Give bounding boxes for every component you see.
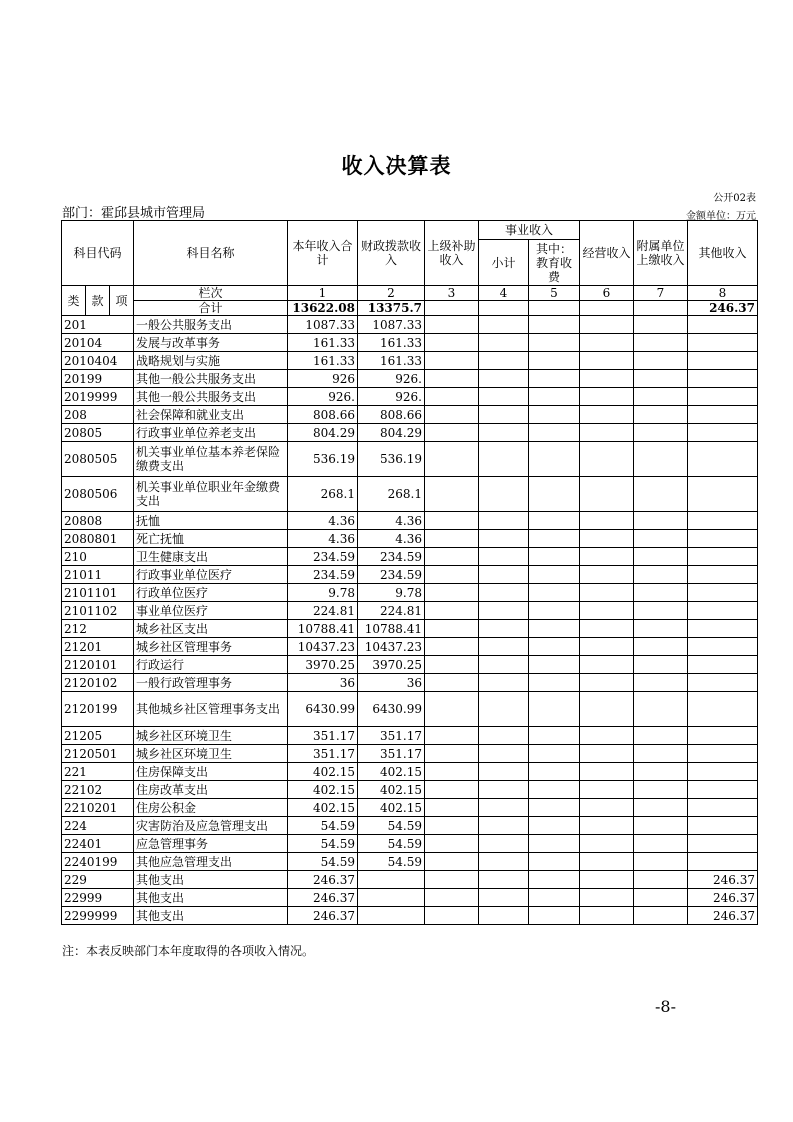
subject-name: 灾害防治及应急管理支出 bbox=[134, 817, 288, 835]
subject-code: 224 bbox=[62, 817, 134, 835]
other-income bbox=[688, 334, 758, 352]
fiscal-income: 10788.41 bbox=[358, 620, 425, 638]
total-income: 234.59 bbox=[288, 566, 358, 584]
form-number: 公开02表 bbox=[713, 193, 756, 204]
table-row bbox=[62, 370, 758, 388]
total-income: 10788.41 bbox=[288, 620, 358, 638]
table-row bbox=[62, 584, 758, 602]
subject-code: 2240199 bbox=[62, 853, 134, 871]
header-affiliated: 附属单位上缴收入 bbox=[634, 221, 688, 286]
table-row bbox=[62, 512, 758, 530]
total-income: 161.33 bbox=[288, 334, 358, 352]
subject-code: 22999 bbox=[62, 889, 134, 907]
page-title: 收入决算表 bbox=[341, 154, 452, 178]
other-income bbox=[688, 512, 758, 530]
subject-name: 应急管理事务 bbox=[134, 835, 288, 853]
table-row bbox=[62, 907, 758, 925]
header-operating: 经营收入 bbox=[580, 221, 634, 286]
total-income: 246.37 bbox=[288, 889, 358, 907]
total-income: 926 bbox=[288, 370, 358, 388]
fiscal-income: 4.36 bbox=[358, 530, 425, 548]
fiscal-income: 402.15 bbox=[358, 799, 425, 817]
table-row bbox=[62, 548, 758, 566]
header-superior-subsidy: 上级补助收入 bbox=[425, 221, 479, 286]
total-income: 161.33 bbox=[288, 352, 358, 370]
other-income bbox=[688, 316, 758, 334]
col-num: 1 bbox=[288, 286, 358, 301]
department-label: 部门：霍邱县城市管理局 bbox=[62, 206, 206, 221]
fiscal-income bbox=[358, 889, 425, 907]
table-row bbox=[62, 727, 758, 745]
subject-name: 卫生健康支出 bbox=[134, 548, 288, 566]
total-income: 36 bbox=[288, 674, 358, 692]
table-row bbox=[62, 889, 758, 907]
table-row bbox=[62, 763, 758, 781]
header-total-income: 本年收入合计 bbox=[288, 221, 358, 286]
total-fiscal-value: 13375.7 bbox=[358, 301, 425, 316]
fiscal-income: 4.36 bbox=[358, 512, 425, 530]
subject-name: 其他应急管理支出 bbox=[134, 853, 288, 871]
header-name: 科目名称 bbox=[134, 221, 288, 286]
fiscal-income: 161.33 bbox=[358, 352, 425, 370]
table-row bbox=[62, 853, 758, 871]
table-row bbox=[62, 334, 758, 352]
total-other-value: 246.37 bbox=[688, 301, 758, 316]
fiscal-income: 224.81 bbox=[358, 602, 425, 620]
header-other: 其他收入 bbox=[688, 221, 758, 286]
other-income bbox=[688, 442, 758, 477]
header-xiang: 项 bbox=[110, 286, 134, 316]
table-row bbox=[62, 781, 758, 799]
subject-name: 死亡抚恤 bbox=[134, 530, 288, 548]
subject-code: 2120102 bbox=[62, 674, 134, 692]
total-income: 54.59 bbox=[288, 853, 358, 871]
subject-name: 行政事业单位养老支出 bbox=[134, 424, 288, 442]
table-row bbox=[62, 656, 758, 674]
fiscal-income: 804.29 bbox=[358, 424, 425, 442]
subject-name: 社会保障和就业支出 bbox=[134, 406, 288, 424]
income-table bbox=[61, 220, 758, 925]
subject-name: 其他支出 bbox=[134, 871, 288, 889]
total-income: 808.66 bbox=[288, 406, 358, 424]
fiscal-income: 234.59 bbox=[358, 548, 425, 566]
other-income bbox=[688, 781, 758, 799]
col-num: 5 bbox=[529, 286, 580, 301]
subject-name: 其他一般公共服务支出 bbox=[134, 388, 288, 406]
col-num: 4 bbox=[479, 286, 529, 301]
subject-name: 行政运行 bbox=[134, 656, 288, 674]
col-num: 7 bbox=[634, 286, 688, 301]
table-row bbox=[62, 406, 758, 424]
other-income bbox=[688, 602, 758, 620]
subject-name: 一般公共服务支出 bbox=[134, 316, 288, 334]
total-income: 6430.99 bbox=[288, 692, 358, 727]
header-column-no: 栏次 bbox=[134, 286, 288, 301]
subject-name: 发展与改革事务 bbox=[134, 334, 288, 352]
total-income: 9.78 bbox=[288, 584, 358, 602]
other-income bbox=[688, 620, 758, 638]
subject-name: 一般行政管理事务 bbox=[134, 674, 288, 692]
other-income bbox=[688, 638, 758, 656]
subject-code: 2010404 bbox=[62, 352, 134, 370]
subject-code: 22401 bbox=[62, 835, 134, 853]
fiscal-income: 161.33 bbox=[358, 334, 425, 352]
fiscal-income: 234.59 bbox=[358, 566, 425, 584]
total-income: 402.15 bbox=[288, 763, 358, 781]
subject-code: 20808 bbox=[62, 512, 134, 530]
other-income bbox=[688, 727, 758, 745]
total-income: 536.19 bbox=[288, 442, 358, 477]
header-edu-fee: 其中：教育收费 bbox=[529, 240, 580, 286]
fiscal-income: 54.59 bbox=[358, 853, 425, 871]
fiscal-income: 351.17 bbox=[358, 745, 425, 763]
other-income: 246.37 bbox=[688, 907, 758, 925]
other-income bbox=[688, 370, 758, 388]
subject-code: 210 bbox=[62, 548, 134, 566]
table-row bbox=[62, 530, 758, 548]
subject-name: 其他城乡社区管理事务支出 bbox=[134, 692, 288, 727]
subject-code: 2210201 bbox=[62, 799, 134, 817]
table-row bbox=[62, 424, 758, 442]
other-income bbox=[688, 424, 758, 442]
total-label: 合计 bbox=[134, 301, 288, 316]
fiscal-income: 402.15 bbox=[358, 781, 425, 799]
subject-name: 行政事业单位医疗 bbox=[134, 566, 288, 584]
subject-name: 住房改革支出 bbox=[134, 781, 288, 799]
header-subtotal: 小计 bbox=[479, 240, 529, 286]
other-income bbox=[688, 674, 758, 692]
total-income: 234.59 bbox=[288, 548, 358, 566]
other-income bbox=[688, 530, 758, 548]
other-income: 246.37 bbox=[688, 889, 758, 907]
other-income bbox=[688, 477, 758, 512]
table-row bbox=[62, 674, 758, 692]
fiscal-income: 536.19 bbox=[358, 442, 425, 477]
fiscal-income bbox=[358, 907, 425, 925]
total-income: 224.81 bbox=[288, 602, 358, 620]
total-income: 54.59 bbox=[288, 817, 358, 835]
fiscal-income: 268.1 bbox=[358, 477, 425, 512]
table-row bbox=[62, 602, 758, 620]
fiscal-income: 351.17 bbox=[358, 727, 425, 745]
other-income bbox=[688, 352, 758, 370]
total-income: 10437.23 bbox=[288, 638, 358, 656]
table-row bbox=[62, 388, 758, 406]
fiscal-income: 54.59 bbox=[358, 835, 425, 853]
table-row bbox=[62, 692, 758, 727]
subject-code: 2120101 bbox=[62, 656, 134, 674]
subject-code: 2101102 bbox=[62, 602, 134, 620]
fiscal-income: 3970.25 bbox=[358, 656, 425, 674]
unit-label: 金额单位：万元 bbox=[686, 211, 756, 222]
total-income: 4.36 bbox=[288, 512, 358, 530]
other-income bbox=[688, 835, 758, 853]
header-row-1 bbox=[62, 221, 758, 240]
other-income bbox=[688, 799, 758, 817]
total-income: 4.36 bbox=[288, 530, 358, 548]
data-rows bbox=[62, 316, 758, 925]
other-income bbox=[688, 406, 758, 424]
fiscal-income: 9.78 bbox=[358, 584, 425, 602]
header-code: 科目代码 bbox=[62, 221, 134, 286]
table-row bbox=[62, 477, 758, 512]
subject-name: 其他支出 bbox=[134, 889, 288, 907]
table-row bbox=[62, 835, 758, 853]
header-kuan: 款 bbox=[86, 286, 110, 316]
other-income bbox=[688, 548, 758, 566]
subject-code: 22102 bbox=[62, 781, 134, 799]
table-row bbox=[62, 316, 758, 334]
fiscal-income: 10437.23 bbox=[358, 638, 425, 656]
other-income bbox=[688, 853, 758, 871]
total-income: 246.37 bbox=[288, 907, 358, 925]
col-num: 2 bbox=[358, 286, 425, 301]
total-income: 3970.25 bbox=[288, 656, 358, 674]
table-row bbox=[62, 566, 758, 584]
total-income: 926. bbox=[288, 388, 358, 406]
header-business-income: 事业收入 bbox=[479, 221, 580, 240]
subject-name: 城乡社区支出 bbox=[134, 620, 288, 638]
total-income: 402.15 bbox=[288, 781, 358, 799]
subject-name: 抚恤 bbox=[134, 512, 288, 530]
subject-code: 21205 bbox=[62, 727, 134, 745]
subject-name: 城乡社区环境卫生 bbox=[134, 727, 288, 745]
table-row bbox=[62, 638, 758, 656]
column-number-row bbox=[62, 286, 758, 301]
subject-name: 城乡社区管理事务 bbox=[134, 638, 288, 656]
total-income: 351.17 bbox=[288, 745, 358, 763]
fiscal-income bbox=[358, 871, 425, 889]
other-income bbox=[688, 745, 758, 763]
total-income: 402.15 bbox=[288, 799, 358, 817]
subject-code: 212 bbox=[62, 620, 134, 638]
total-income: 246.37 bbox=[288, 871, 358, 889]
table-row bbox=[62, 817, 758, 835]
subject-code: 2080506 bbox=[62, 477, 134, 512]
fiscal-income: 6430.99 bbox=[358, 692, 425, 727]
subject-code: 2120501 bbox=[62, 745, 134, 763]
other-income bbox=[688, 692, 758, 727]
total-income: 1087.33 bbox=[288, 316, 358, 334]
subject-name: 其他一般公共服务支出 bbox=[134, 370, 288, 388]
table-row bbox=[62, 620, 758, 638]
subject-code: 2080505 bbox=[62, 442, 134, 477]
subject-name: 行政单位医疗 bbox=[134, 584, 288, 602]
table-row bbox=[62, 799, 758, 817]
other-income bbox=[688, 656, 758, 674]
subject-code: 20104 bbox=[62, 334, 134, 352]
subject-code: 2019999 bbox=[62, 388, 134, 406]
subject-code: 20805 bbox=[62, 424, 134, 442]
total-row bbox=[62, 301, 758, 316]
other-income bbox=[688, 763, 758, 781]
subject-code: 208 bbox=[62, 406, 134, 424]
total-income: 351.17 bbox=[288, 727, 358, 745]
subject-code: 20199 bbox=[62, 370, 134, 388]
subject-code: 21201 bbox=[62, 638, 134, 656]
total-income: 54.59 bbox=[288, 835, 358, 853]
fiscal-income: 36 bbox=[358, 674, 425, 692]
col-num: 8 bbox=[688, 286, 758, 301]
fiscal-income: 1087.33 bbox=[358, 316, 425, 334]
other-income bbox=[688, 817, 758, 835]
other-income bbox=[688, 584, 758, 602]
total-income: 804.29 bbox=[288, 424, 358, 442]
header-fiscal: 财政拨款收入 bbox=[358, 221, 425, 286]
subject-name: 战略规划与实施 bbox=[134, 352, 288, 370]
page-number: -8- bbox=[655, 997, 676, 1016]
subject-code: 2101101 bbox=[62, 584, 134, 602]
footnote: 注：本表反映部门本年度取得的各项收入情况。 bbox=[62, 944, 315, 958]
other-income: 246.37 bbox=[688, 871, 758, 889]
subject-code: 21011 bbox=[62, 566, 134, 584]
subject-code: 201 bbox=[62, 316, 134, 334]
subject-name: 住房公积金 bbox=[134, 799, 288, 817]
subject-name: 事业单位医疗 bbox=[134, 602, 288, 620]
header-lei: 类 bbox=[62, 286, 86, 316]
subject-name: 其他支出 bbox=[134, 907, 288, 925]
subject-code: 2299999 bbox=[62, 907, 134, 925]
col-num: 6 bbox=[580, 286, 634, 301]
fiscal-income: 54.59 bbox=[358, 817, 425, 835]
total-income-value: 13622.08 bbox=[288, 301, 358, 316]
subject-code: 2080801 bbox=[62, 530, 134, 548]
subject-name: 城乡社区环境卫生 bbox=[134, 745, 288, 763]
table-row bbox=[62, 352, 758, 370]
total-income: 268.1 bbox=[288, 477, 358, 512]
subject-code: 229 bbox=[62, 871, 134, 889]
subject-code: 221 bbox=[62, 763, 134, 781]
fiscal-income: 926. bbox=[358, 370, 425, 388]
table-row bbox=[62, 442, 758, 477]
subject-name: 机关事业单位基本养老保险缴费支出 bbox=[134, 442, 288, 477]
other-income bbox=[688, 566, 758, 584]
fiscal-income: 926. bbox=[358, 388, 425, 406]
subject-name: 住房保障支出 bbox=[134, 763, 288, 781]
table-row bbox=[62, 871, 758, 889]
fiscal-income: 808.66 bbox=[358, 406, 425, 424]
table-row bbox=[62, 745, 758, 763]
subject-name: 机关事业单位职业年金缴费支出 bbox=[134, 477, 288, 512]
subject-code: 2120199 bbox=[62, 692, 134, 727]
col-num: 3 bbox=[425, 286, 479, 301]
other-income bbox=[688, 388, 758, 406]
fiscal-income: 402.15 bbox=[358, 763, 425, 781]
